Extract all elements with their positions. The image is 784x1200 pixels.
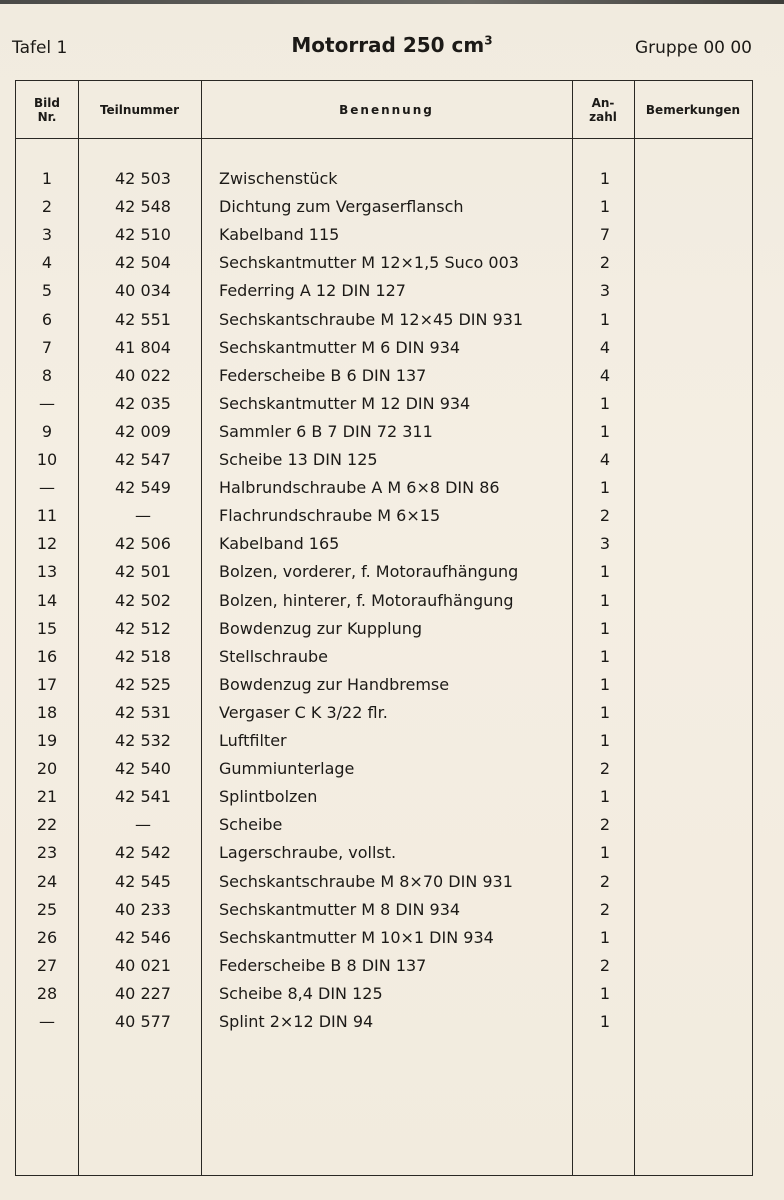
table-row [16, 980, 754, 1008]
cell-anzahl: 1 [599, 618, 611, 638]
cell-anzahl: 1 [599, 1012, 611, 1031]
cell-anzahl: 1 [599, 478, 611, 498]
cell-anzahl: 1 [599, 843, 611, 863]
table-row [16, 615, 754, 643]
cell-bild-nr: 2 [41, 197, 53, 217]
column-header-teilnummer: Teilnummer [99, 102, 180, 117]
table-row [16, 1008, 754, 1036]
cell-benennung: Kabelband 165 [219, 534, 340, 554]
cell-bild-nr: 8 [41, 365, 53, 385]
cell-benennung: Gummiunterlage [219, 759, 355, 779]
cell-bild-nr: 26 [36, 927, 58, 947]
cell-benennung: Scheibe [219, 815, 283, 835]
cell-anzahl: 7 [599, 225, 611, 245]
table-row [16, 643, 754, 671]
cell-anzahl: 2 [599, 253, 611, 273]
cell-anzahl: 1 [599, 731, 611, 750]
cell-bild-nr: 12 [36, 534, 58, 554]
cell-anzahl: 1 [599, 562, 611, 582]
cell-benennung: Dichtung zum Vergaserflansch [219, 197, 464, 217]
cell-teilnummer: 42 506 [115, 534, 171, 554]
table-row [16, 783, 754, 811]
cell-benennung: Sechskantschraube M 12×45 DIN 931 [219, 309, 524, 329]
column-header-bemerkungen: Bemerkungen [645, 102, 741, 117]
table-row [16, 587, 754, 615]
cell-benennung: Bowdenzug zur Kupplung [219, 618, 423, 638]
cell-teilnummer: 42 546 [115, 927, 171, 947]
cell-anzahl: 1 [599, 169, 611, 188]
table-row [16, 868, 754, 896]
table-row [16, 221, 754, 249]
cell-benennung: Federscheibe B 6 DIN 137 [219, 365, 427, 385]
cell-teilnummer: 40 577 [115, 1012, 171, 1031]
cell-teilnummer: 42 009 [115, 421, 171, 441]
cell-teilnummer: 42 545 [115, 871, 171, 891]
cell-bild-nr: 25 [36, 899, 58, 919]
cell-bild-nr: — [39, 393, 55, 413]
cell-benennung: Flachrundschraube M 6×15 [219, 506, 441, 526]
cell-bild-nr: 20 [36, 759, 58, 779]
cell-benennung: Sechskantmutter M 12×1,5 Suco 003 [219, 253, 519, 273]
cell-anzahl: 3 [599, 281, 611, 301]
table-row [16, 306, 754, 334]
cell-anzahl: 2 [599, 506, 611, 526]
cell-benennung: Scheibe 8,4 DIN 125 [219, 983, 383, 1003]
cell-anzahl: 2 [599, 899, 611, 919]
table-row [16, 362, 754, 390]
table-row [16, 277, 754, 305]
cell-anzahl: 2 [599, 955, 611, 975]
cell-anzahl: 1 [599, 393, 611, 413]
cell-benennung: Lagerschraube, vollst. [219, 843, 397, 863]
cell-teilnummer: 42 525 [115, 674, 171, 694]
table-row [16, 558, 754, 586]
table-row [16, 390, 754, 418]
cell-bild-nr: 10 [36, 450, 58, 469]
cell-bild-nr: 17 [36, 674, 58, 694]
cell-teilnummer: — [135, 506, 151, 526]
cell-anzahl: 3 [599, 534, 611, 554]
cell-teilnummer: 40 034 [115, 281, 171, 301]
table-row [16, 193, 754, 221]
table-row [16, 727, 754, 755]
cell-bild-nr: 3 [41, 225, 53, 245]
cell-anzahl: 1 [599, 421, 611, 441]
cell-bild-nr: 24 [36, 871, 58, 891]
cell-anzahl: 4 [599, 450, 611, 469]
table-row [16, 530, 754, 558]
cell-bild-nr: 15 [36, 618, 58, 638]
table-row [16, 249, 754, 277]
cell-anzahl: 1 [599, 927, 611, 947]
page-title-superscript: 3 [484, 33, 493, 48]
column-header-benennung: Benennung [339, 102, 434, 117]
cell-benennung: Bolzen, vorderer, f. Motoraufhängung [219, 562, 519, 582]
cell-bild-nr: — [39, 1012, 55, 1031]
cell-teilnummer: 42 541 [115, 787, 171, 807]
cell-teilnummer: 40 021 [115, 955, 171, 975]
cell-teilnummer: 41 804 [115, 337, 171, 357]
cell-teilnummer: 42 518 [115, 646, 171, 666]
cell-bild-nr: 18 [36, 702, 58, 722]
cell-teilnummer: 42 540 [115, 759, 171, 779]
cell-bild-nr: — [39, 478, 55, 498]
cell-bild-nr: 13 [36, 562, 58, 582]
cell-teilnummer: 42 504 [115, 253, 171, 273]
cell-anzahl: 1 [599, 197, 611, 217]
cell-anzahl: 2 [599, 815, 611, 835]
cell-teilnummer: 40 233 [115, 899, 171, 919]
cell-benennung: Federscheibe B 8 DIN 137 [219, 955, 427, 975]
cell-benennung: Sechskantmutter M 8 DIN 934 [219, 899, 461, 919]
cell-anzahl: 1 [599, 674, 611, 694]
cell-benennung: Splint 2×12 DIN 94 [219, 1012, 374, 1031]
cell-benennung: Luftfilter [219, 731, 287, 750]
cell-benennung: Bowdenzug zur Handbremse [219, 674, 450, 694]
cell-teilnummer: 42 512 [115, 618, 171, 638]
cell-benennung: Scheibe 13 DIN 125 [219, 450, 378, 469]
cell-benennung: Sechskantschraube M 8×70 DIN 931 [219, 871, 513, 891]
cell-anzahl: 1 [599, 590, 611, 610]
cell-teilnummer: 42 551 [115, 309, 171, 329]
cell-bild-nr: 11 [36, 506, 58, 526]
cell-anzahl: 4 [599, 337, 611, 357]
table-row [16, 811, 754, 839]
header-rule [16, 138, 752, 139]
cell-benennung: Halbrundschraube A M 6×8 DIN 86 [219, 478, 500, 498]
cell-bild-nr: 4 [41, 253, 53, 273]
cell-anzahl: 2 [599, 759, 611, 779]
cell-bild-nr: 1 [41, 169, 53, 188]
cell-teilnummer: 42 503 [115, 169, 171, 188]
table-row [16, 446, 754, 474]
cell-bild-nr: 6 [41, 309, 53, 329]
cell-bild-nr: 27 [36, 955, 58, 975]
cell-benennung: Sechskantmutter M 12 DIN 934 [219, 393, 471, 413]
cell-anzahl: 1 [599, 702, 611, 722]
cell-bild-nr: 28 [36, 983, 58, 1003]
cell-benennung: Sechskantmutter M 6 DIN 934 [219, 337, 461, 357]
table-row [16, 671, 754, 699]
cell-teilnummer: 42 501 [115, 562, 171, 582]
cell-anzahl: 1 [599, 787, 611, 807]
cell-bild-nr: 19 [36, 731, 58, 750]
cell-teilnummer: — [135, 815, 151, 835]
cell-anzahl: 1 [599, 309, 611, 329]
cell-anzahl: 2 [599, 871, 611, 891]
cell-bild-nr: 9 [41, 421, 53, 441]
table-row [16, 896, 754, 924]
cell-teilnummer: 40 227 [115, 983, 171, 1003]
cell-bild-nr: 14 [36, 590, 58, 610]
cell-teilnummer: 42 547 [115, 450, 171, 469]
cell-benennung: Sechskantmutter M 10×1 DIN 934 [219, 927, 494, 947]
column-header-bild: Bild Nr. [34, 95, 60, 124]
table-row [16, 699, 754, 727]
cell-bild-nr: 22 [36, 815, 58, 835]
cell-teilnummer: 42 510 [115, 225, 171, 245]
cell-teilnummer: 42 549 [115, 478, 171, 498]
table-row [16, 418, 754, 446]
cell-benennung: Kabelband 115 [219, 225, 340, 245]
cell-teilnummer: 42 502 [115, 590, 171, 610]
page-title-text: Motorrad 250 cm [291, 33, 485, 57]
cell-bild-nr: 16 [36, 646, 58, 666]
plate-label: Tafel 1 [12, 38, 68, 58]
table-row [16, 502, 754, 530]
group-label: Gruppe 00 00 [634, 38, 752, 58]
table-row [16, 839, 754, 867]
cell-benennung: Federring A 12 DIN 127 [219, 281, 406, 301]
cell-teilnummer: 42 532 [115, 731, 171, 750]
cell-teilnummer: 42 035 [115, 393, 171, 413]
cell-benennung: Stellschraube [219, 646, 328, 666]
cell-anzahl: 1 [599, 983, 611, 1003]
cell-bild-nr: 5 [41, 281, 53, 301]
cell-benennung: Splintbolzen [219, 787, 318, 807]
cell-teilnummer: 42 531 [115, 702, 171, 722]
cell-benennung: Vergaser C K 3/22 flr. [219, 702, 388, 722]
scan-top-edge [0, 0, 784, 4]
cell-benennung: Bolzen, hinterer, f. Motoraufhängung [219, 590, 514, 610]
cell-teilnummer: 42 548 [115, 197, 171, 217]
cell-bild-nr: 21 [36, 787, 58, 807]
table-row [16, 165, 754, 193]
cell-bild-nr: 7 [41, 337, 53, 357]
table-row [16, 334, 754, 362]
table-row [16, 755, 754, 783]
cell-bild-nr: 23 [36, 843, 58, 863]
cell-anzahl: 1 [599, 646, 611, 666]
table-row [16, 952, 754, 980]
cell-benennung: Zwischenstück [219, 169, 338, 188]
cell-teilnummer: 42 542 [115, 843, 171, 863]
cell-benennung: Sammler 6 B 7 DIN 72 311 [219, 421, 433, 441]
cell-teilnummer: 40 022 [115, 365, 171, 385]
table-row [16, 924, 754, 952]
cell-anzahl: 4 [599, 365, 611, 385]
parts-table [15, 80, 753, 1176]
column-header-anzahl: An- zahl [589, 95, 617, 124]
table-row [16, 474, 754, 502]
